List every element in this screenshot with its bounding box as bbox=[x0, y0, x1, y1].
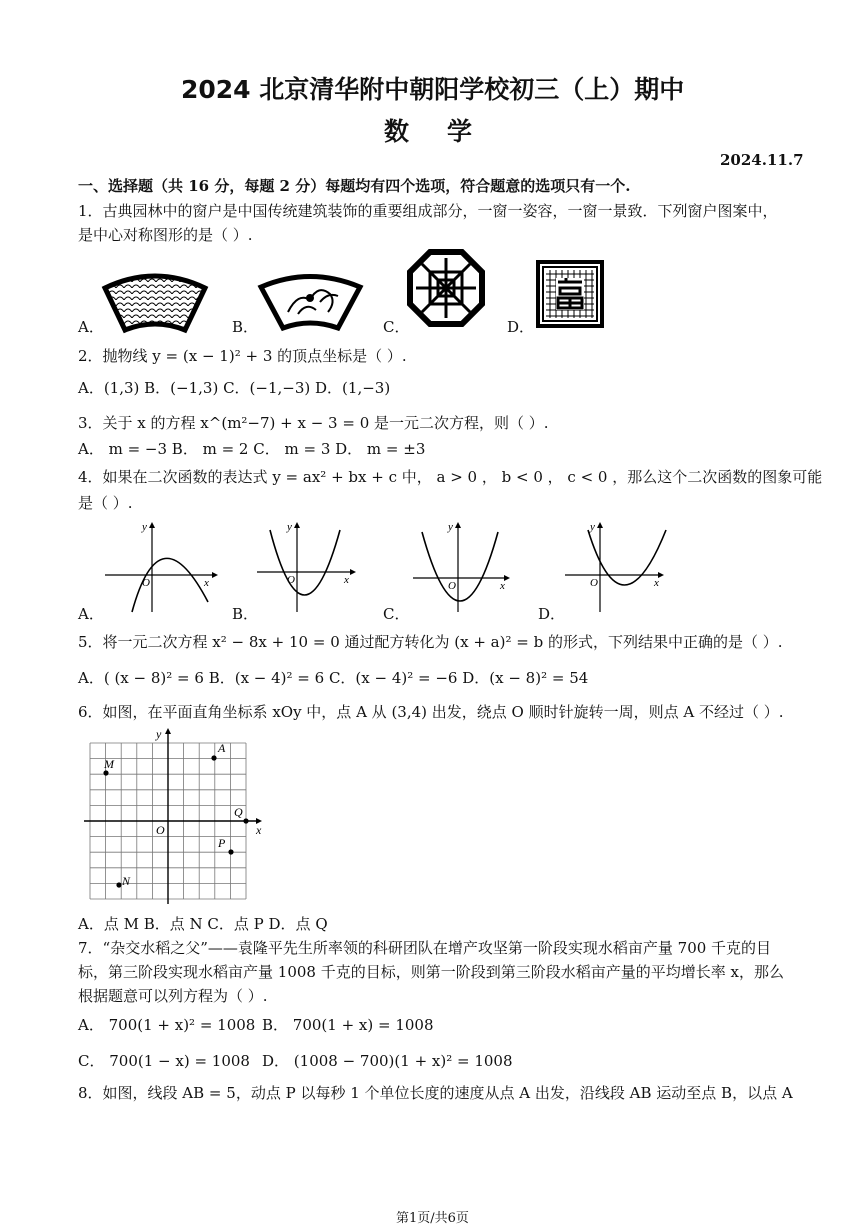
point-q-label: Q bbox=[234, 805, 243, 819]
q7-option-a: A． 700(1 + x)² = 1008 bbox=[78, 1016, 256, 1034]
q4-stem-line2: 是（ ）. bbox=[78, 494, 133, 512]
q6-options: A．点 M B．点 N C．点 P D．点 Q bbox=[78, 915, 328, 933]
q4c-x-label: x bbox=[500, 580, 505, 592]
q7-option-c: C． 700(1 − x) = 1008 bbox=[78, 1052, 250, 1070]
q4c-origin: O bbox=[448, 580, 456, 592]
q4-graph-d bbox=[560, 520, 672, 615]
window-a-fan-lattice bbox=[100, 270, 210, 332]
point-p-label: P bbox=[218, 836, 226, 850]
q4d-origin: O bbox=[590, 577, 598, 589]
point-m-label: M bbox=[104, 757, 114, 771]
q2-options: A．(1,3) B．(−1,3) C．(−1,−3) D．(1,−3) bbox=[78, 379, 391, 397]
section-heading: 一、选择题（共 16 分，每题 2 分）每题均有四个选项，符合题意的选项只有一个. bbox=[78, 177, 631, 195]
q3-options: A． m = −3 B． m = 2 C． m = 3 D． m = ±3 bbox=[78, 440, 426, 458]
window-d-square-fu bbox=[536, 260, 604, 328]
q4b-x-label: x bbox=[344, 574, 349, 586]
q6-x-label: x bbox=[256, 823, 262, 837]
q4-graph-b bbox=[252, 520, 362, 615]
point-n-label: N bbox=[122, 874, 131, 888]
q7-stem-line3: 根据题意可以列方程为（ ）. bbox=[78, 987, 268, 1005]
q1-label-b: B． bbox=[232, 318, 259, 336]
q3-stem: 3．关于 x 的方程 x^(m²−7) + x − 3 = 0 是一元二次方程，则（ ）. bbox=[78, 414, 549, 432]
q4a-y-label: y bbox=[142, 521, 147, 533]
q4a-origin: O bbox=[142, 577, 150, 589]
q4-graph-a bbox=[100, 520, 220, 615]
point-a-label: A bbox=[218, 741, 226, 755]
q8-stem-line1: 8．如图，线段 AB = 5，动点 P 以每秒 1 个单位长度的速度从点 A 出发，沿线段 AB 运动至点 B，以点 A bbox=[78, 1084, 793, 1102]
q4d-x-label: x bbox=[654, 577, 659, 589]
q7-stem-line1: 7．“杂交水稻之父”——袁隆平先生所率领的科研团队在增产攻坚第一阶段实现水稻亩产量 700 千克的目 bbox=[78, 939, 772, 957]
q4-label-a: A． bbox=[78, 605, 104, 623]
q1-stem-line2: 是中心对称图形的是（ ）. bbox=[78, 226, 253, 244]
q7-stem-line2: 标，第三阶段实现水稻亩产量 1008 千克的目标，则第一阶段到第三阶段水稻亩产量的平均增长率 x，那么 bbox=[78, 963, 784, 981]
q1-label-a: A． bbox=[78, 318, 104, 336]
q4d-y-label: y bbox=[590, 521, 595, 533]
q4c-y-label: y bbox=[448, 521, 453, 533]
subject-title: 数学 bbox=[384, 117, 511, 146]
q1-stem-line1: 1．古典园林中的窗户是中国传统建筑装饰的重要组成部分，一窗一姿容，一窗一景致．下列窗户图案中， bbox=[78, 202, 778, 220]
q7-option-b: B． 700(1 + x) = 1008 bbox=[262, 1016, 434, 1034]
q1-label-c: C． bbox=[383, 318, 410, 336]
window-c-octagon bbox=[408, 250, 484, 326]
q4a-x-label: x bbox=[204, 577, 209, 589]
q4-label-c: C． bbox=[383, 605, 410, 623]
q1-label-d: D． bbox=[507, 318, 535, 336]
window-b-fan-plant bbox=[258, 272, 363, 332]
q5-options: A．( (x − 8)² = 6 B．(x − 4)² = 6 C．(x − 4)² = −6 D．(x − 8)² = 54 bbox=[78, 669, 589, 687]
q6-y-label: y bbox=[156, 727, 162, 741]
q4-label-b: B． bbox=[232, 605, 259, 623]
q2-stem: 2．抛物线 y = (x − 1)² + 3 的顶点坐标是（ ）. bbox=[78, 347, 407, 365]
q4-graph-c bbox=[408, 520, 518, 615]
q4b-y-label: y bbox=[287, 521, 292, 533]
q4b-origin: O bbox=[287, 574, 295, 586]
exam-date: 2024.11.7 bbox=[720, 151, 804, 169]
page-footer: 第1页/共6页 bbox=[396, 1211, 469, 1226]
q7-option-d: D． (1008 − 700)(1 + x)² = 1008 bbox=[262, 1052, 513, 1070]
q6-stem: 6．如图，在平面直角坐标系 xOy 中，点 A 从 (3,4) 出发，绕点 O 顺时针旋转一周，则点 A 不经过（ ）. bbox=[78, 703, 784, 721]
q5-stem: 5．将一元二次方程 x² − 8x + 10 = 0 通过配方转化为 (x + a)² = b 的形式，下列结果中正确的是（ ）. bbox=[78, 633, 783, 651]
q4-label-d: D． bbox=[538, 605, 566, 623]
page-title: 2024 北京清华附中朝阳学校初三（上）期中 bbox=[181, 75, 685, 104]
q6-coordinate-grid bbox=[84, 728, 274, 910]
q4-stem-line1: 4．如果在二次函数的表达式 y = ax² + bx + c 中， a > 0 ， b < 0 ， c < 0 ，那么这个二次函数的图象可能 bbox=[78, 468, 823, 486]
q6-origin: O bbox=[156, 823, 165, 837]
